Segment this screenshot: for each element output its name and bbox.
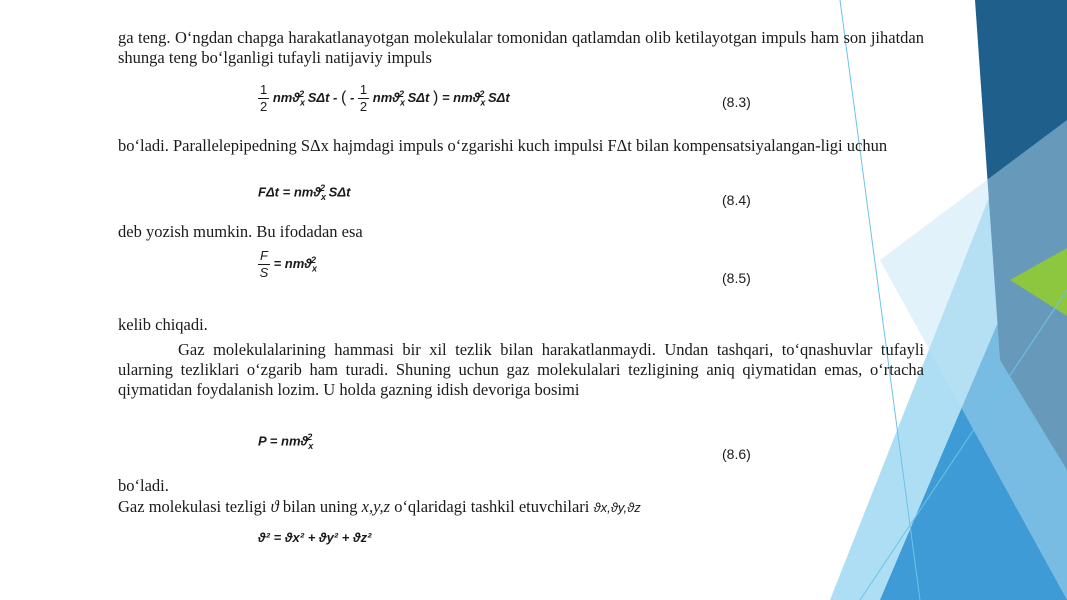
equation-number-8-6: (8.6) (722, 446, 751, 462)
equation-number-8-4: (8.4) (722, 192, 751, 208)
paragraph-2: bo‘ladi. Parallelepipedning SΔx hajmdagi impuls o‘zgarishi kuch impulsi FΔt bilan kompensatsiyalangan-ligi uchun (118, 136, 888, 155)
paragraph-5: Gaz molekulalarining hammasi bir xil tezlik bilan harakatlanmaydi. Undan tashqari, to‘qnashuvlar tufayli ularning tezliklari o‘zgarib ham turadi. Shuning uchun gaz molekulalari tezligining aniq qiymatidan emas, o‘rtacha qiymatidan foydalanish lozim. U holda gazning idish devoriga bosimi (118, 340, 924, 399)
equation-number-8-5: (8.5) (722, 270, 751, 286)
equation-velocity-components: ϑ² = ϑx² + ϑy² + ϑz² (258, 530, 372, 545)
equation-8-3: $\frac{1}{2}$ nmϑ$_x^2$ SΔt - ( - $\frac{1}{2}$ nmϑ$_x^2$ SΔt ) = nmϑ$_x^2$ SΔt (260, 82, 510, 114)
equation-8-6: P = nmϑ$_x^2$ (258, 432, 314, 451)
equation-8-5: $\frac{F}{S}$ = nmϑ$_x^2$ (259, 248, 317, 280)
paragraph-4: kelib chiqadi. (118, 315, 208, 334)
fraction-half: $\frac{1}{2}$ (260, 82, 268, 114)
paragraph-1: ga teng. O‘ngdan chapga harakatlanayotgan molekulalar tomonidan qatlamdan olib ketilayotgan impuls ham son jihatdan shunga teng bo‘lganligi tufayli natijaviy impuls (118, 28, 924, 67)
paragraph-7: Gaz molekulasi tezligi ϑ bilan uning x,y,z o‘qlaridagi tashkil etuvchilari ϑx,ϑy,ϑz (118, 497, 641, 516)
fraction-f-over-s: $\frac{F}{S}$ (259, 248, 269, 280)
equation-8-4: FΔt = nmϑ$_x^2$ SΔt (258, 183, 351, 202)
paragraph-3: deb yozish mumkin. Bu ifodadan esa (118, 222, 363, 241)
paragraph-6: bo‘ladi. (118, 476, 169, 495)
equation-number-8-3: (8.3) (722, 94, 751, 110)
